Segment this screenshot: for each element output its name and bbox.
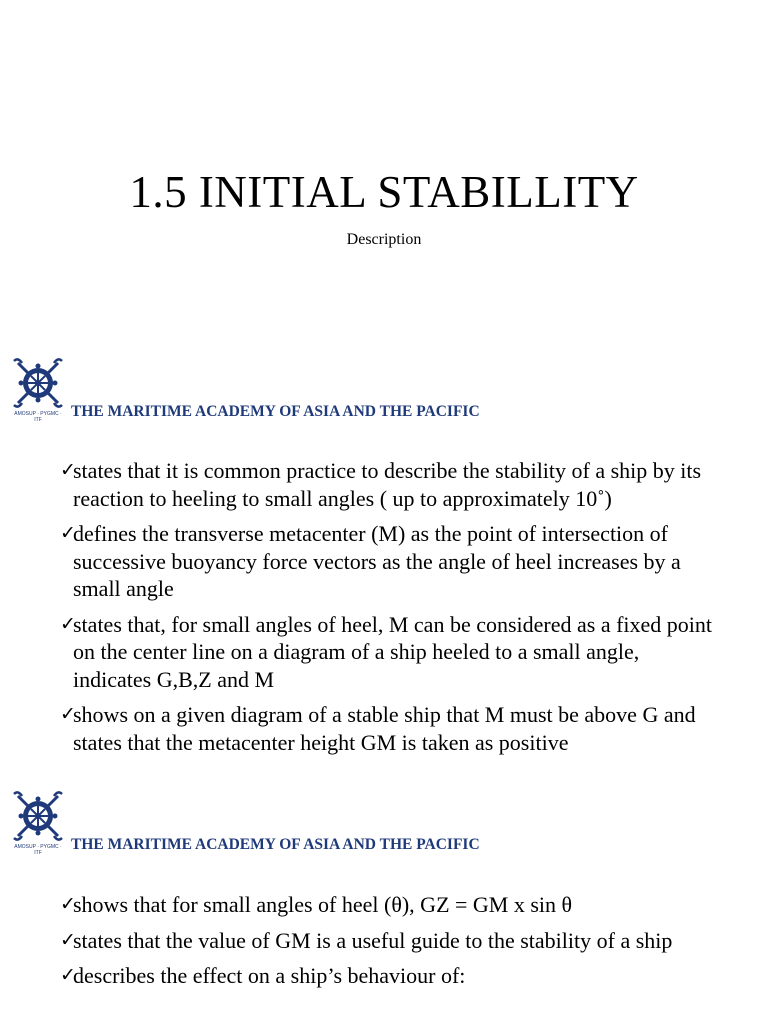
list-item: ✓ shows that for small angles of heel (θ), GZ = GM x sin θ xyxy=(60,892,573,917)
list-item: ✓ states that the value of GM is a useful guide to the stability of a ship xyxy=(60,927,673,953)
academy-header xyxy=(10,357,630,423)
check-icon: ✓ xyxy=(60,928,76,951)
check-icon: ✓ xyxy=(60,964,76,986)
list-item: ✓ states that, for small angles of heel, M can be considered as a fixed point on the center line on a diagram of a ship heeled to a small angle, indicates G,B,Z and M xyxy=(60,611,713,692)
logo-caption: AMOSUP · PYGMC · ITF xyxy=(14,411,62,423)
anchor-wheel-emblem-icon xyxy=(10,357,66,421)
academy-name: THE MARITIME ACADEMY OF ASIA AND THE PACIFIC xyxy=(71,836,480,853)
bullet-list-slide3 xyxy=(0,891,720,998)
logo-caption: AMOSUP · PYGMC · ITF xyxy=(14,844,62,856)
list-item: ✓ states that it is common practice to describe the stability of a ship by its reaction to heeling to small angles ( up to approximately 10˚) xyxy=(60,458,702,511)
list-item: ✓ shows on a given diagram of a stable ship that M must be above G and states that the metacenter height GM is taken as positive xyxy=(60,702,696,755)
check-icon: ✓ xyxy=(60,522,76,544)
academy-name: THE MARITIME ACADEMY OF ASIA AND THE PACIFIC xyxy=(71,403,480,420)
academy-header xyxy=(10,790,630,856)
slide-title: 1.5 INITIAL STABILLITY xyxy=(129,167,639,217)
list-item: ✓ defines the transverse metacenter (M) as the point of intersection of successive buoyancy force vectors as the angle of heel increases by a small angle xyxy=(60,521,681,601)
anchor-wheel-emblem-icon xyxy=(10,790,66,854)
bullet-list-slide2 xyxy=(0,457,720,764)
check-icon: ✓ xyxy=(60,893,76,915)
check-icon: ✓ xyxy=(60,459,76,481)
check-icon: ✓ xyxy=(60,612,76,635)
list-item: ✓ describes the effect on a ship’s behaviour of: xyxy=(60,963,466,988)
slide-subtitle: Description xyxy=(346,231,422,248)
check-icon: ✓ xyxy=(60,703,76,725)
